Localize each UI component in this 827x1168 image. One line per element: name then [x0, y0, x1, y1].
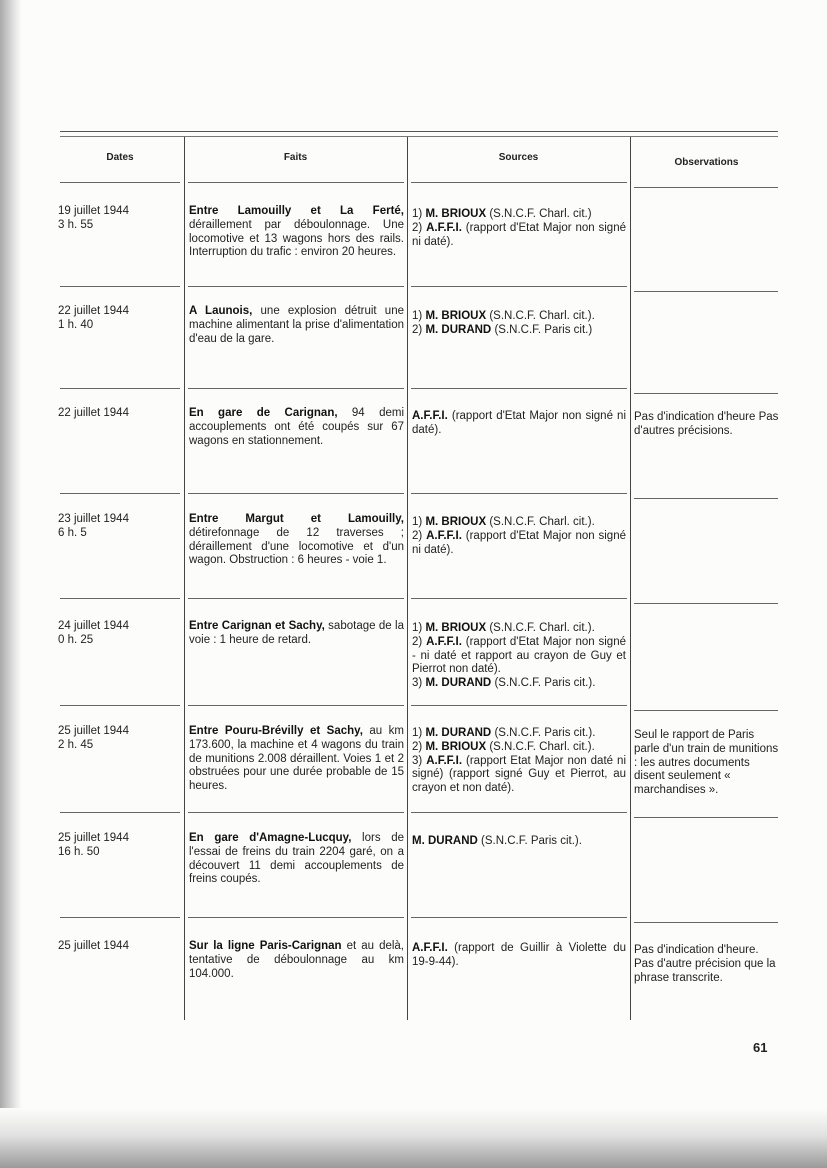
table-row-fait	[189, 725, 404, 794]
header-sources: Sources	[498, 152, 539, 163]
header-observations: Observations	[674, 157, 739, 168]
row-separator	[634, 187, 778, 188]
row-separator	[188, 917, 404, 918]
row-separator	[188, 286, 404, 287]
row-separator	[634, 498, 778, 499]
table-row-fait	[189, 513, 404, 568]
source-item: 1) M. BRIOUX (S.N.C.F. Charl. cit.)	[412, 208, 592, 220]
row-separator	[634, 393, 778, 394]
table-row-date	[58, 205, 178, 233]
date-line: 25 juillet 1944	[58, 940, 129, 952]
table-row-date	[58, 725, 178, 753]
fait-text: sabotage de la voie : 1 heure de retard.	[189, 620, 404, 646]
table-row-fait	[189, 407, 404, 448]
row-separator	[411, 705, 627, 706]
table-row-observation: Seul le rapport de Paris parle d'un train de munitions : les autres documents disent seulement « marchandises ».	[634, 729, 779, 797]
fait-text: lors de l'essai de freins du train 2204 garé, on a découvert 11 demi accouplements de freins coupés.	[189, 832, 404, 886]
row-separator	[634, 291, 778, 292]
column-divider-3	[630, 137, 631, 1020]
source-item: 1) M. BRIOUX (S.N.C.F. Charl. cit.).	[412, 622, 595, 634]
binding-shadow	[0, 0, 22, 1168]
fait-text: au km 173.600, la machine et 4 wagons du train de munitions 2.008 déraillent. Voies 1 et 2 obstruées pour une durée probable de 15 heures.	[189, 725, 404, 793]
table-row-fait	[189, 620, 404, 648]
source-item: 3) M. DURAND (S.N.C.F. Paris cit.).	[412, 677, 596, 690]
fait-text: déraillement par déboulonnage. Une locomotive et 13 wagons hors des rails. Interruption du trafic : environ 20 heures.	[189, 218, 404, 259]
row-separator	[60, 182, 180, 183]
date-line: 22 juillet 1944	[58, 305, 129, 317]
table-row-date	[58, 513, 178, 541]
time-line: 0 h. 25	[58, 633, 94, 646]
date-line: 23 juillet 1944	[58, 513, 129, 525]
fait-text: une explosion détruit une machine alimentant la prise d'alimentation d'eau de la gare.	[189, 305, 404, 345]
bottom-edge-shadow	[0, 1108, 827, 1168]
column-divider-1	[184, 137, 185, 1020]
date-line: 25 juillet 1944	[58, 832, 129, 844]
table-row-date	[58, 407, 178, 421]
table-row-sources	[412, 727, 626, 796]
table-row-sources	[412, 516, 626, 557]
time-line: 16 h. 50	[58, 845, 100, 858]
fait-place: Entre Carignan et Sachy,	[189, 620, 325, 632]
source-item: 2) M. BRIOUX (S.N.C.F. Charl. cit.).	[412, 740, 595, 753]
source-item: A.F.F.I. (rapport de Guillir à Violette du 19-9-44).	[412, 942, 626, 968]
fait-place: Sur la ligne Paris-Carignan	[189, 940, 342, 952]
source-item: 1) M. BRIOUX (S.N.C.F. Charl. cit.).	[412, 516, 595, 528]
fait-place: Entre Lamouilly et La Ferté,	[189, 205, 404, 217]
source-item: 2) A.F.F.I. (rapport d'Etat Major non signé - ni daté et rapport au crayon de Guy et Pierrot non daté).	[412, 635, 626, 676]
table-row-date	[58, 832, 178, 860]
row-separator	[634, 710, 778, 711]
row-separator	[634, 603, 778, 604]
row-separator	[60, 388, 180, 389]
fait-place: Entre Pouru-Brévilly et Sachy,	[189, 725, 363, 737]
row-separator	[411, 286, 627, 287]
time-line: 3 h. 55	[58, 218, 94, 231]
table-row-fait	[189, 832, 404, 887]
table-row-sources	[412, 835, 626, 849]
fait-text: 94 demi accouplements ont été coupés sur 67 wagons en stationnement.	[189, 407, 404, 447]
row-separator	[188, 182, 404, 183]
fait-place: En gare de Carignan,	[189, 407, 338, 419]
row-separator	[188, 705, 404, 706]
time-line: 1 h. 40	[58, 318, 94, 331]
source-item: M. DURAND (S.N.C.F. Paris cit.).	[412, 835, 582, 847]
column-divider-2	[407, 137, 408, 1020]
table-row-date	[58, 940, 178, 954]
date-line: 19 juillet 1944	[58, 205, 129, 217]
row-separator	[411, 182, 627, 183]
row-separator	[60, 917, 180, 918]
table-top-rule	[60, 131, 778, 132]
fait-place: En gare d'Amagne-Lucquy,	[189, 832, 352, 844]
table-row-fait	[189, 205, 404, 260]
header-dates: Dates	[106, 152, 134, 163]
time-line: 2 h. 45	[58, 738, 94, 751]
table-row-sources	[412, 410, 626, 438]
date-line: 25 juillet 1944	[58, 725, 129, 737]
source-item: 3) A.F.F.I. (rapport Etat Major non daté ni signé) (rapport signé Guy et Pierrot, au crayon et non daté).	[412, 754, 626, 795]
row-separator	[634, 922, 778, 923]
header-faits: Faits	[283, 152, 308, 163]
row-separator	[411, 917, 627, 918]
row-separator	[411, 388, 627, 389]
table-top-rule-2	[60, 136, 778, 137]
source-item: 2) M. DURAND (S.N.C.F. Paris cit.)	[412, 323, 593, 336]
row-separator	[188, 388, 404, 389]
source-item: 2) A.F.F.I. (rapport d'Etat Major non signé ni daté).	[412, 529, 626, 556]
row-separator	[60, 812, 180, 813]
source-item: 1) M. BRIOUX (S.N.C.F. Charl. cit.).	[412, 310, 595, 322]
row-separator	[188, 493, 404, 494]
source-item: 1) M. DURAND (S.N.C.F. Paris cit.).	[412, 727, 596, 739]
row-separator	[188, 812, 404, 813]
row-separator	[60, 598, 180, 599]
table-row-date	[58, 305, 178, 333]
row-separator	[60, 705, 180, 706]
table-row-fait	[189, 940, 404, 981]
table-row-observation: Pas d'indication d'heure Pas d'autres précisions.	[634, 411, 779, 437]
table-row-date	[58, 620, 178, 648]
row-separator	[411, 598, 627, 599]
table-row-sources	[412, 208, 626, 249]
row-separator	[60, 286, 180, 287]
time-line: 6 h. 5	[58, 526, 87, 539]
fait-text: détirefonnage de 12 traverses ; déraillement d'une locomotive et d'un wagon. Obstruction : 6 heures - voie 1.	[189, 526, 404, 567]
fait-place: A Launois,	[189, 305, 253, 317]
row-separator	[60, 493, 180, 494]
row-separator	[188, 598, 404, 599]
row-separator	[411, 812, 627, 813]
source-item: A.F.F.I. (rapport d'Etat Major non signé ni daté).	[412, 410, 626, 436]
table-row-fait	[189, 305, 404, 346]
fait-text: et au delà, tentative de déboulonnage au km 104.000.	[189, 940, 405, 980]
row-separator	[634, 817, 778, 818]
source-item: 2) A.F.F.I. (rapport d'Etat Major non signé ni daté).	[412, 221, 626, 248]
table-row-sources	[412, 942, 626, 970]
page-number: 61	[753, 1040, 768, 1055]
fait-place: Entre Margut et Lamouilly,	[189, 513, 404, 525]
table-row-sources	[412, 622, 626, 691]
date-line: 22 juillet 1944	[58, 407, 129, 419]
table-row-sources	[412, 310, 626, 338]
date-line: 24 juillet 1944	[58, 620, 129, 632]
table-row-observation: Pas d'indication d'heure. Pas d'autre précision que la phrase transcrite.	[634, 944, 776, 984]
row-separator	[411, 493, 627, 494]
